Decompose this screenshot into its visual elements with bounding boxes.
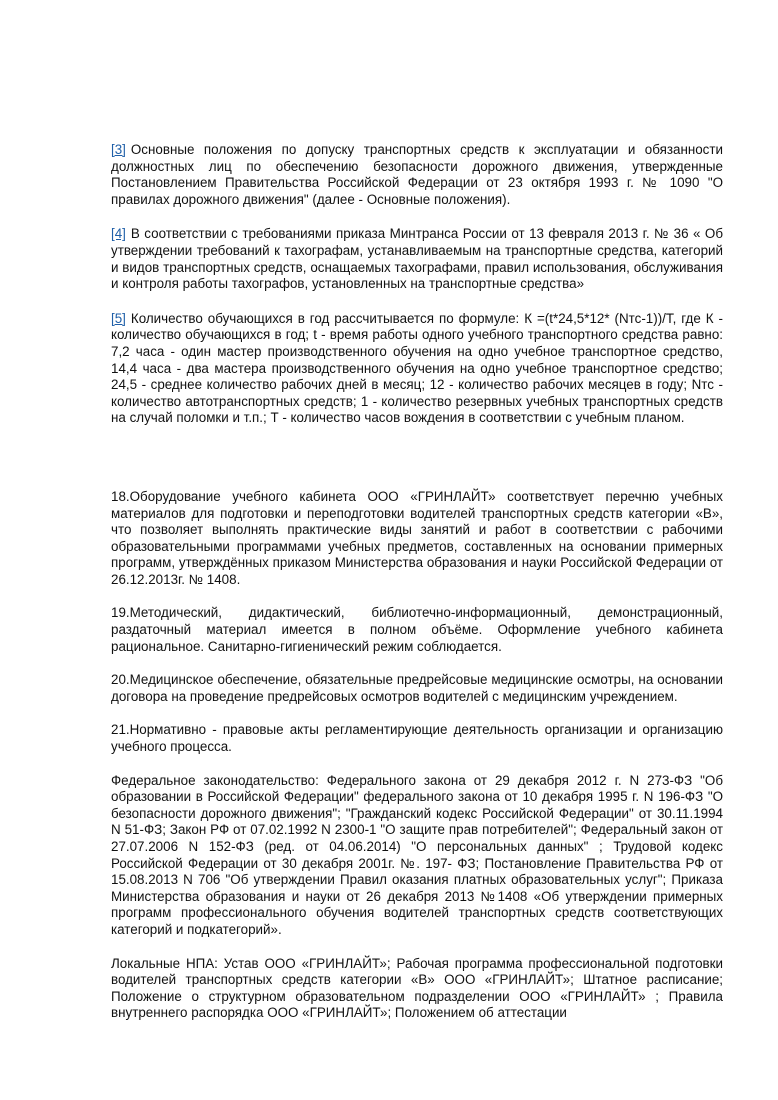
section-20: 20.Медицинское обеспечение, обязательные предрейсовые медицинские осмотры, на основании договора на проведение предрейсовых осмотров водителей с медицинским учреждением. — [111, 672, 723, 704]
local-regulations: Локальные НПА: Устав ООО «ГРИНЛАЙТ»; Рабочая программа профессиональной подготовки водителей транспортных средств категории «В» ООО «ГРИНЛАЙТ»; Штатное расписание; Положение о структурном образовательном подразделении ООО «ГРИНЛАЙТ» ; Правила внутреннего распорядка ООО «ГРИНЛАЙТ»; Положением об аттестации — [111, 955, 723, 1021]
footnote-3-link[interactable]: [3] — [111, 142, 126, 157]
federal-legislation: Федеральное законодательство: Федерального закона от 29 декабря 2012 г. N 273-ФЗ "Об образовании в Российской Федерации" федерального закона от 10 декабря 1995 г. N 196-ФЗ "О безопасности дорожного движения"; "Гражданский кодекс Российской Федерации" от 30.11.1994 N 51-ФЗ; Закон РФ от 07.02.1992 N 2300-1 "О защите прав потребителей"; Федеральный закон от 27.07.2006 N 152-ФЗ (ред. от 04.06.2014) "О персональных данных" ; Трудовой кодекс Российской Федерации от 30 декабря 2001г. №. 197- ФЗ; Постановление Правительства РФ от 15.08.2013 N 706 "Об утверждении Правил оказания платных образовательных услуг"; Приказа Министерства образования и науки от 26 декабря 2013 №1408 «Об утверждении примерных программ профессионального обучения водителей транспортных средств соответствующих категорий и подкатегорий». — [111, 772, 723, 937]
document-page — [111, 142, 723, 1039]
footnote-5-link[interactable]: [5] — [111, 310, 126, 326]
footnote-3 — [111, 142, 723, 208]
footnote-4-text: В соответствии с требованиями приказа Минтранса России от 13 февраля 2013 г. № 36 « Об утверждении требований к тахографам, устанавливаемым на транспортные средства, категорий и видов транспортных средств, оснащаемых тахографами, правил использования, обслуживания и контроля работы тахографов, установленных на транспортные средства» — [111, 226, 723, 292]
footnote-5-text: Количество обучающихся в год рассчитывается по формуле: К =(t*24,5*12* (Nтс-1))/Т, где К - количество обучающихся в год; t - время работы одного учебного транспортного средства равно: 7,2 часа - один мастер производственного обучения на одно учебное транспортное средство, 14,4 часа - два мастера производственного обучения на одно учебное транспортное средство; 24,5 - среднее количество рабочих дней в месяц; 12 - количество рабочих месяцев в году; Nтс - количество автотранспортных средств; 1 - количество резервных учебных транспортных средств на случай поломки и т.п.; Т - количество часов вождения в соответствии с учебным планом. — [111, 310, 723, 426]
footnote-5 — [111, 311, 723, 427]
footnote-3-text: Основные положения по допуску транспортных средств к эксплуатации и обязанности должностных лиц по обеспечению безопасности дорожного движения, утвержденные Постановлением Правительства Российской Федерации от 23 октября 1993 г. № 1090 "О правилах дорожного движения" (далее - Основные положения). — [111, 142, 723, 207]
footnote-4-link[interactable]: [4] — [111, 226, 126, 242]
section-19: 19.Методический, дидактический, библиотечно-информационный, демонстрационный, раздаточный материал имеется в полном объёме. Оформление учебного кабинета рациональное. Санитарно-гигиенический режим соблюдается. — [111, 605, 723, 654]
section-18: 18.Оборудование учебного кабинета ООО «ГРИНЛАЙТ» соответствует перечню учебных материалов для подготовки и переподготовки водителей транспортных средств категории «В», что позволяет выполнять практические виды занятий и работ в соответствии с рабочими образовательными программами учебных предметов, составленных на основании примерных программ, утверждённых приказом Министерства образования и науки Российской Федерации от 26.12.2013г. № 1408. — [111, 488, 723, 587]
section-21: 21.Нормативно - правовые акты регламентирующие деятельность организации и организацию учебного процесса. — [111, 722, 723, 755]
section-gap — [111, 445, 723, 489]
footnote-4 — [111, 226, 723, 292]
